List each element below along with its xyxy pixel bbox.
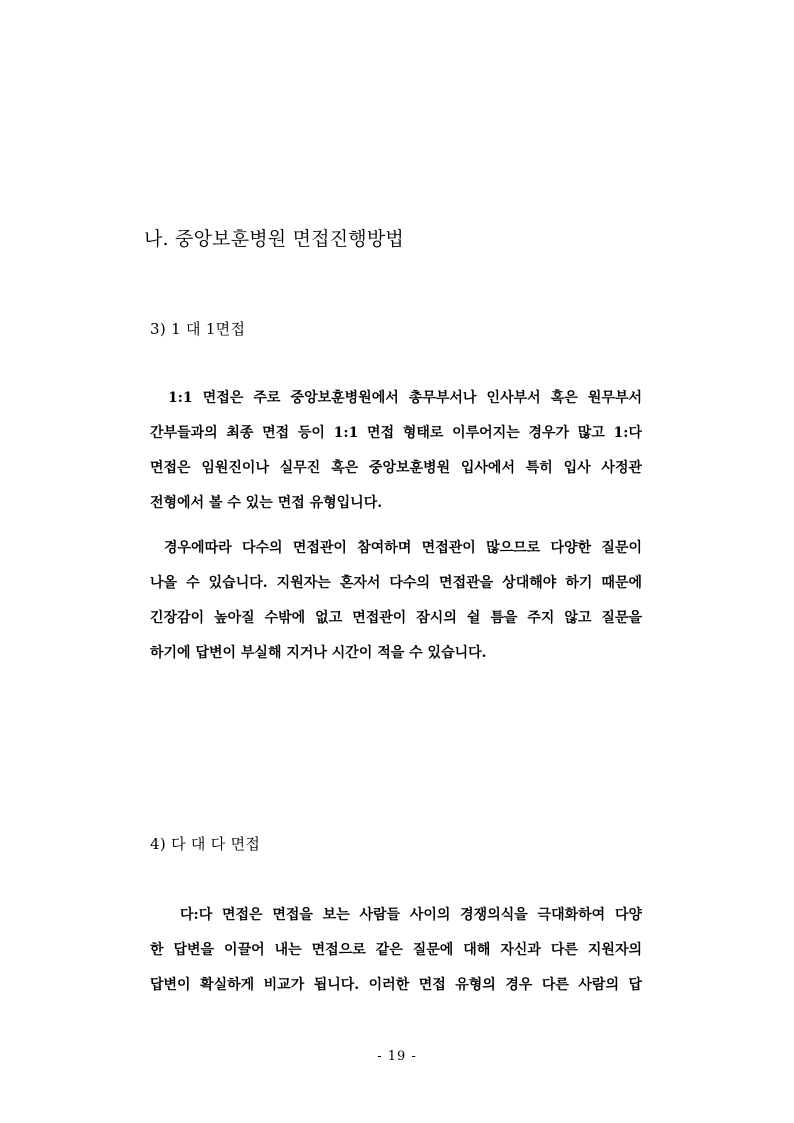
paragraph-line: 다:다 면접은 면접을 보는 사람들 사이의 경쟁의식을 극대화하여 다양 xyxy=(180,907,642,923)
paragraph-group-intro xyxy=(150,898,642,1003)
paragraph-line: 전형에서 볼 수 있는 면접 유형입니다. xyxy=(150,495,383,511)
paragraph-line: 경우에따라 다수의 면접관이 참여하며 면접관이 많으므로 다양한 질문이 xyxy=(164,540,642,556)
paragraph-line: 나올 수 있습니다. 지원자는 혼자서 다수의 면접관을 상대해야 하기 때문에 xyxy=(150,575,642,591)
paragraph-line: 면접은 임원진이나 실무진 혹은 중앙보훈병원 입사에서 특히 입사 사정관 xyxy=(150,460,642,476)
page-number: - 19 - xyxy=(377,1049,417,1064)
paragraph-line: 1:1 면접은 주로 중앙보훈병원에서 총무부서나 인사부서 혹은 원무부서 xyxy=(168,390,642,406)
subsection-heading-group: 4) 다 대 다 면접 xyxy=(150,835,261,853)
paragraph-line: 간부들과의 최종 면접 등이 1:1 면접 형태로 이루어지는 경우가 많고 1:다 xyxy=(150,425,642,441)
subsection-heading-one-on-one: 3) 1 대 1면접 xyxy=(150,320,246,338)
section-heading: 나. 중앙보훈병원 면접진행방법 xyxy=(144,228,404,250)
paragraph-line: 하기에 답변이 부실해 지거나 시간이 적을 수 있습니다. xyxy=(150,645,487,661)
paragraph-line: 한 답변을 이끌어 내는 면접으로 같은 질문에 대해 자신과 다른 지원자의 xyxy=(150,942,642,958)
paragraph-line: 답변이 확실하게 비교가 됩니다. 이러한 면접 유형의 경우 다른 사람의 답 xyxy=(150,977,642,993)
paragraph-one-on-one-intro xyxy=(150,381,642,521)
paragraph-line: 긴장감이 높아질 수밖에 없고 면접관이 잠시의 쉴 틈을 주지 않고 질문을 xyxy=(150,610,642,626)
paragraph-one-on-one-detail xyxy=(150,531,642,671)
